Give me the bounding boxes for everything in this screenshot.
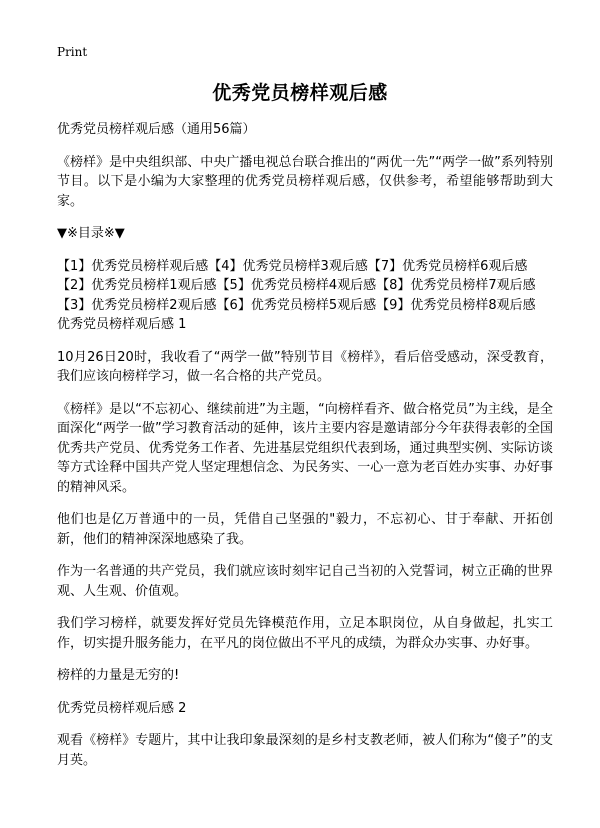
toc-link-9[interactable]: 【9】优秀党员榜样8观后感: [376, 297, 536, 313]
paragraph: 观看《榜样》专题片，其中让我印象最深刻的是乡村支教老师，被人们称为“傻子”的支月英。: [57, 733, 553, 768]
toc-header: ▼※目录※▼: [57, 226, 125, 241]
paragraph: 他们也是亿万普通中的一员，凭借自己坚强的"毅力，不忘初心、甘于奉献、开拓创新，他们的精神深深地感染了我。: [57, 512, 553, 547]
toc-link-7[interactable]: 【7】优秀党员榜样6观后感: [367, 258, 528, 274]
toc-link-4[interactable]: 【4】优秀党员榜样3观后感: [208, 258, 368, 274]
toc-link-3[interactable]: 【3】优秀党员榜样2观后感: [57, 297, 217, 313]
page-title: 优秀党员榜样观后感: [212, 82, 388, 104]
section-heading-1: 优秀党员榜样观后感 1: [57, 317, 187, 332]
paragraph: 作为一名普通的共产党员，我们就应该时刻牢记自己当初的入党誓词，树立正确的世界观、人生观、价值观。: [57, 564, 553, 599]
article-subtitle: 优秀党员榜样观后感（通用56篇）: [57, 122, 256, 137]
toc-row: [57, 296, 553, 316]
toc-link-5[interactable]: 【5】优秀党员榜样4观后感: [216, 278, 377, 293]
paragraph: 我们学习榜样，就要发挥好党员先锋模范作用，立足本职岗位，从自身做起，扎实工作，切实提升服务能力，在平凡的岗位做出不平凡的成绩，为群众办实事、办好事。: [57, 616, 553, 651]
paragraph: 10月26日20时，我收看了“两学一做”特别节目《榜样》，看后倍受感动，深受教育，我们应该向榜样学习，做一名合格的共产党员。: [57, 349, 553, 384]
table-of-contents: [57, 257, 553, 316]
print-link[interactable]: Print: [57, 45, 88, 59]
toc-row: [57, 276, 553, 296]
section-heading-2: 优秀党员榜样观后感 2: [57, 700, 187, 716]
toc-row: [57, 257, 553, 277]
article-body: [57, 120, 553, 783]
toc-link-6[interactable]: 【6】优秀党员榜样5观后感: [216, 297, 377, 313]
paragraph: 榜样的力量是无穷的!: [57, 668, 180, 683]
intro-paragraph: 《榜样》是中央组织部、中央广播电视总台联合推出的“两优一先”“两学一做”系列特别节目。以下是小编为大家整理的优秀党员榜样观后感，仅供参考，希望能够帮助到大家。: [57, 154, 553, 209]
toc-link-2[interactable]: 【2】优秀党员榜样1观后感: [57, 278, 217, 293]
toc-link-8[interactable]: 【8】优秀党员榜样7观后感: [376, 278, 536, 293]
paragraph: 《榜样》是以“不忘初心、继续前进”为主题，“向榜样看齐、做合格党员”为主线，是全面深化“两学一做”学习教育活动的延伸，该片主要内容是邀请部分今年获得表彰的全国优秀共产党员、优秀党务工作者、先进基层党组织代表到场，通过典型实例、实际访谈等方式诠释中国共产党人坚定理想信念、为民务实、一心一意为老百姓办实事、办好事的精神风采。: [57, 401, 553, 495]
toc-link-1[interactable]: 【1】优秀党员榜样观后感: [57, 258, 209, 274]
